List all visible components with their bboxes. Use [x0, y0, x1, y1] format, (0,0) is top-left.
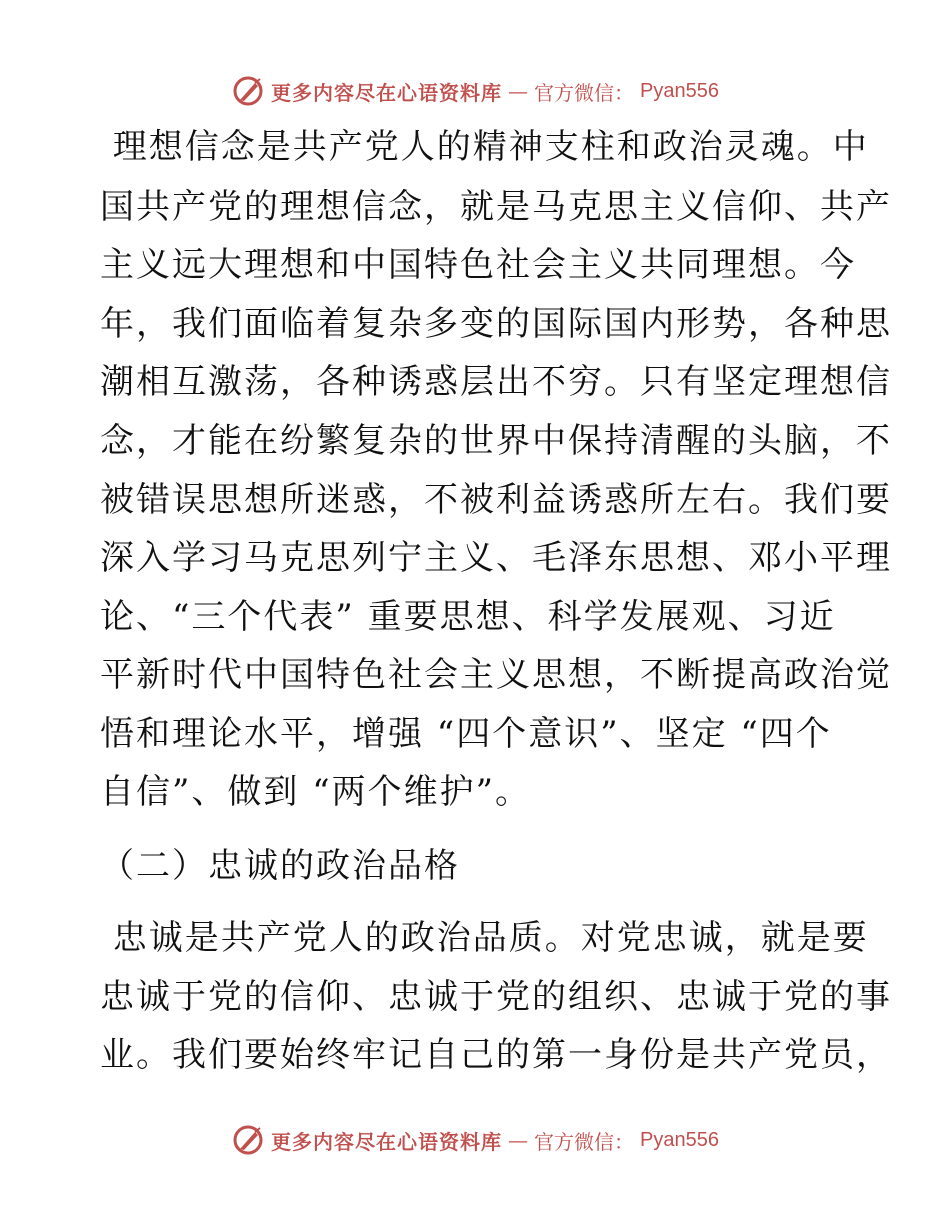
text-line: 业。我们要始终牢记自己的第一身份是共产党员， [100, 1035, 892, 1075]
text-line: 被错误思想所迷惑，不被利益诱惑所左右。我们要 [100, 480, 892, 520]
section-heading: （二）忠诚的政治品格 [100, 846, 460, 886]
text-line: 念，才能在纷繁复杂的世界中保持清醒的头脑，不 [100, 421, 892, 461]
text-line: 理想信念是共产党人的精神支柱和政治灵魂。中 [100, 127, 869, 167]
text-line: 平新时代中国特色社会主义思想，不断提高政治觉 [100, 655, 892, 695]
text-line: 论、“三个代表” 重要思想、科学发展观、习近 [100, 597, 836, 637]
watermark-official-label: 官方微信： [534, 80, 635, 105]
footer-watermark [0, 1120, 950, 1160]
text-line: 忠诚是共产党人的政治品质。对党忠诚，就是要 [100, 918, 869, 958]
watermark-text: 更多内容尽在心语资料库 [271, 1129, 503, 1154]
text-line: 深入学习马克思列宁主义、毛泽东思想、邓小平理 [100, 538, 892, 578]
watermark-wechat-id: Pyan556 [640, 1128, 719, 1151]
watermark-official-label: 官方微信： [534, 1129, 635, 1154]
text-line: 自信”、做到 “两个维护”。 [100, 772, 531, 812]
watermark-wechat-id: Pyan556 [640, 79, 719, 102]
header-watermark [0, 71, 950, 111]
text-line: 国共产党的理想信念，就是马克思主义信仰、共产 [100, 187, 892, 227]
text-line: 潮相互激荡，各种诱惑层出不穷。只有坚定理想信 [100, 362, 892, 402]
feather-pen-circle-icon [231, 1123, 265, 1157]
feather-pen-circle-icon [231, 74, 265, 108]
watermark-separator: — [508, 1128, 529, 1152]
watermark-separator: — [508, 79, 529, 103]
text-line: 年，我们面临着复杂多变的国际国内形势，各种思 [100, 304, 892, 344]
text-line: 忠诚于党的信仰、忠诚于党的组织、忠诚于党的事 [100, 977, 892, 1017]
text-line: 悟和理论水平，增强 “四个意识”、坚定 “四个 [100, 714, 832, 754]
watermark-text: 更多内容尽在心语资料库 [271, 80, 503, 105]
text-line: 主义远大理想和中国特色社会主义共同理想。今 [100, 245, 856, 285]
